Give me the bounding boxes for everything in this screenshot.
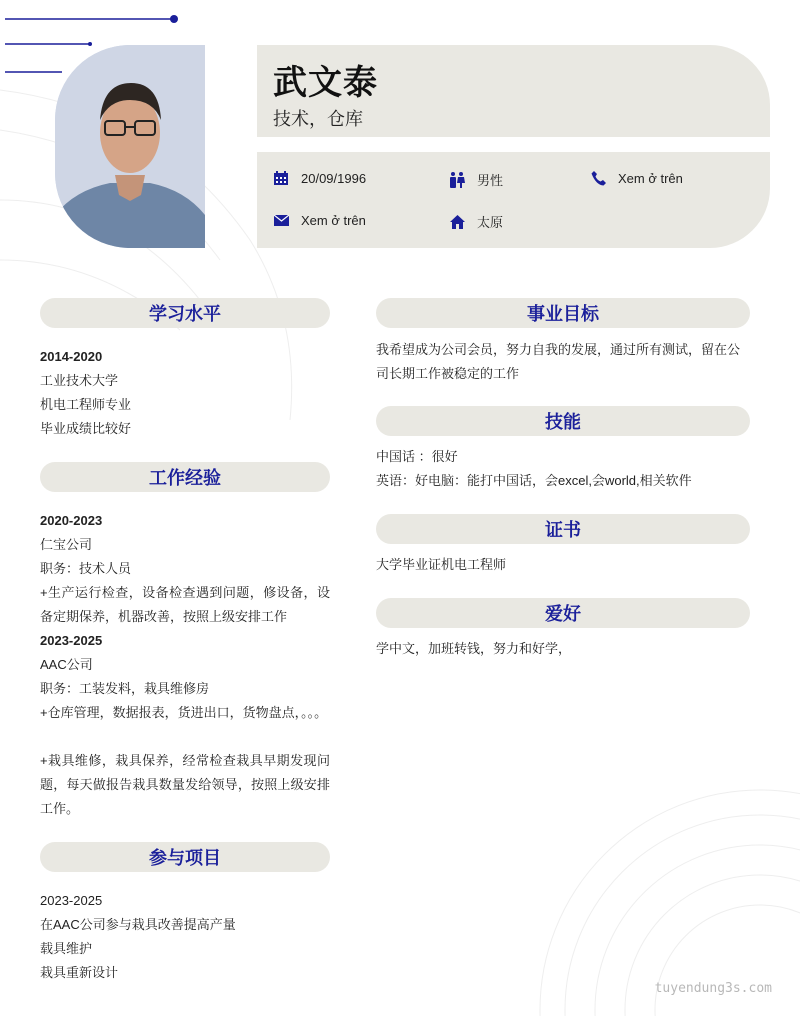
skills-heading: 技能 [376, 406, 750, 436]
header-name-panel [257, 45, 770, 137]
project-item: 2023-2025 [40, 893, 103, 908]
gender-item [449, 170, 503, 189]
job-position: 职务：工装发料，栽具维修房 [40, 681, 210, 696]
job-period: 2023-2025 [40, 633, 103, 648]
project-item: 载具维护 [40, 941, 93, 956]
birthday-item [273, 170, 366, 186]
contact-info-panel [257, 152, 770, 248]
projects-heading: 参与项目 [40, 842, 330, 872]
job-detail: +仓库管理，数据报表，货进出口，货物盘点，。。。 [40, 705, 328, 720]
objective-heading: 事业目标 [376, 298, 750, 328]
profile-photo [55, 45, 205, 248]
gender-value: 男性 [477, 173, 504, 188]
hobbies-text: 学中文，加班转钱，努力和好学， [376, 641, 572, 656]
objective-text: 我希望成为公司会员，努力自我的发展，通过所有测试，留在公司长期工作被稳定的工作 [376, 342, 741, 381]
project-item: 栽具重新设计 [40, 965, 119, 980]
calendar-icon [273, 170, 289, 186]
job-company: AAC公司 [40, 657, 93, 672]
certificates-heading: 证书 [376, 514, 750, 544]
home-icon [449, 214, 465, 230]
education-heading: 学习水平 [40, 298, 330, 328]
job-detail: +生产运行检查，设备检查遇到问题，修设备，设备定期保养，机器改善，按照上级安排工作 [40, 585, 330, 624]
skill-item: 英语：好电脑：能打中国话，会excel,会world,相关软件 [376, 473, 692, 488]
address-item [449, 212, 503, 231]
certificate-text: 大学毕业证机电工程师 [376, 557, 507, 572]
phone-icon [590, 170, 606, 186]
job-company: 仁宝公司 [40, 537, 93, 552]
education-period: 2014-2020 [40, 349, 103, 364]
education-major: 机电工程师专业 [40, 397, 132, 412]
hobbies-heading: 爱好 [376, 598, 750, 628]
job-detail: +栽具维修，栽具保养，经常检查栽具早期发现问题，每天做报告栽具数量发给领导，按照上级安排工作。 [40, 753, 330, 816]
birthday-value: 20/09/1996 [301, 170, 367, 186]
education-note: 毕业成绩比较好 [40, 421, 132, 436]
gender-icon [449, 172, 465, 188]
envelope-icon [273, 212, 289, 228]
job-position: 职务：技术人员 [40, 561, 132, 576]
job-period: 2020-2023 [40, 513, 103, 528]
education-school: 工业技术大学 [40, 373, 119, 388]
site-watermark: tuyendung3s.com [654, 981, 772, 996]
candidate-role: 技术，仓库 [273, 109, 363, 129]
email-value: Xem ở trên [301, 212, 366, 228]
candidate-name: 武文泰 [273, 64, 378, 102]
project-item: 在AAC公司参与栽具改善提高产量 [40, 917, 236, 932]
skill-item: 中国话 ：很好 [376, 449, 458, 464]
phone-value: Xem ở trên [618, 170, 683, 186]
email-item [273, 212, 366, 228]
experience-heading: 工作经验 [40, 462, 330, 492]
phone-item [590, 170, 683, 186]
address-value: 太原 [477, 215, 504, 230]
